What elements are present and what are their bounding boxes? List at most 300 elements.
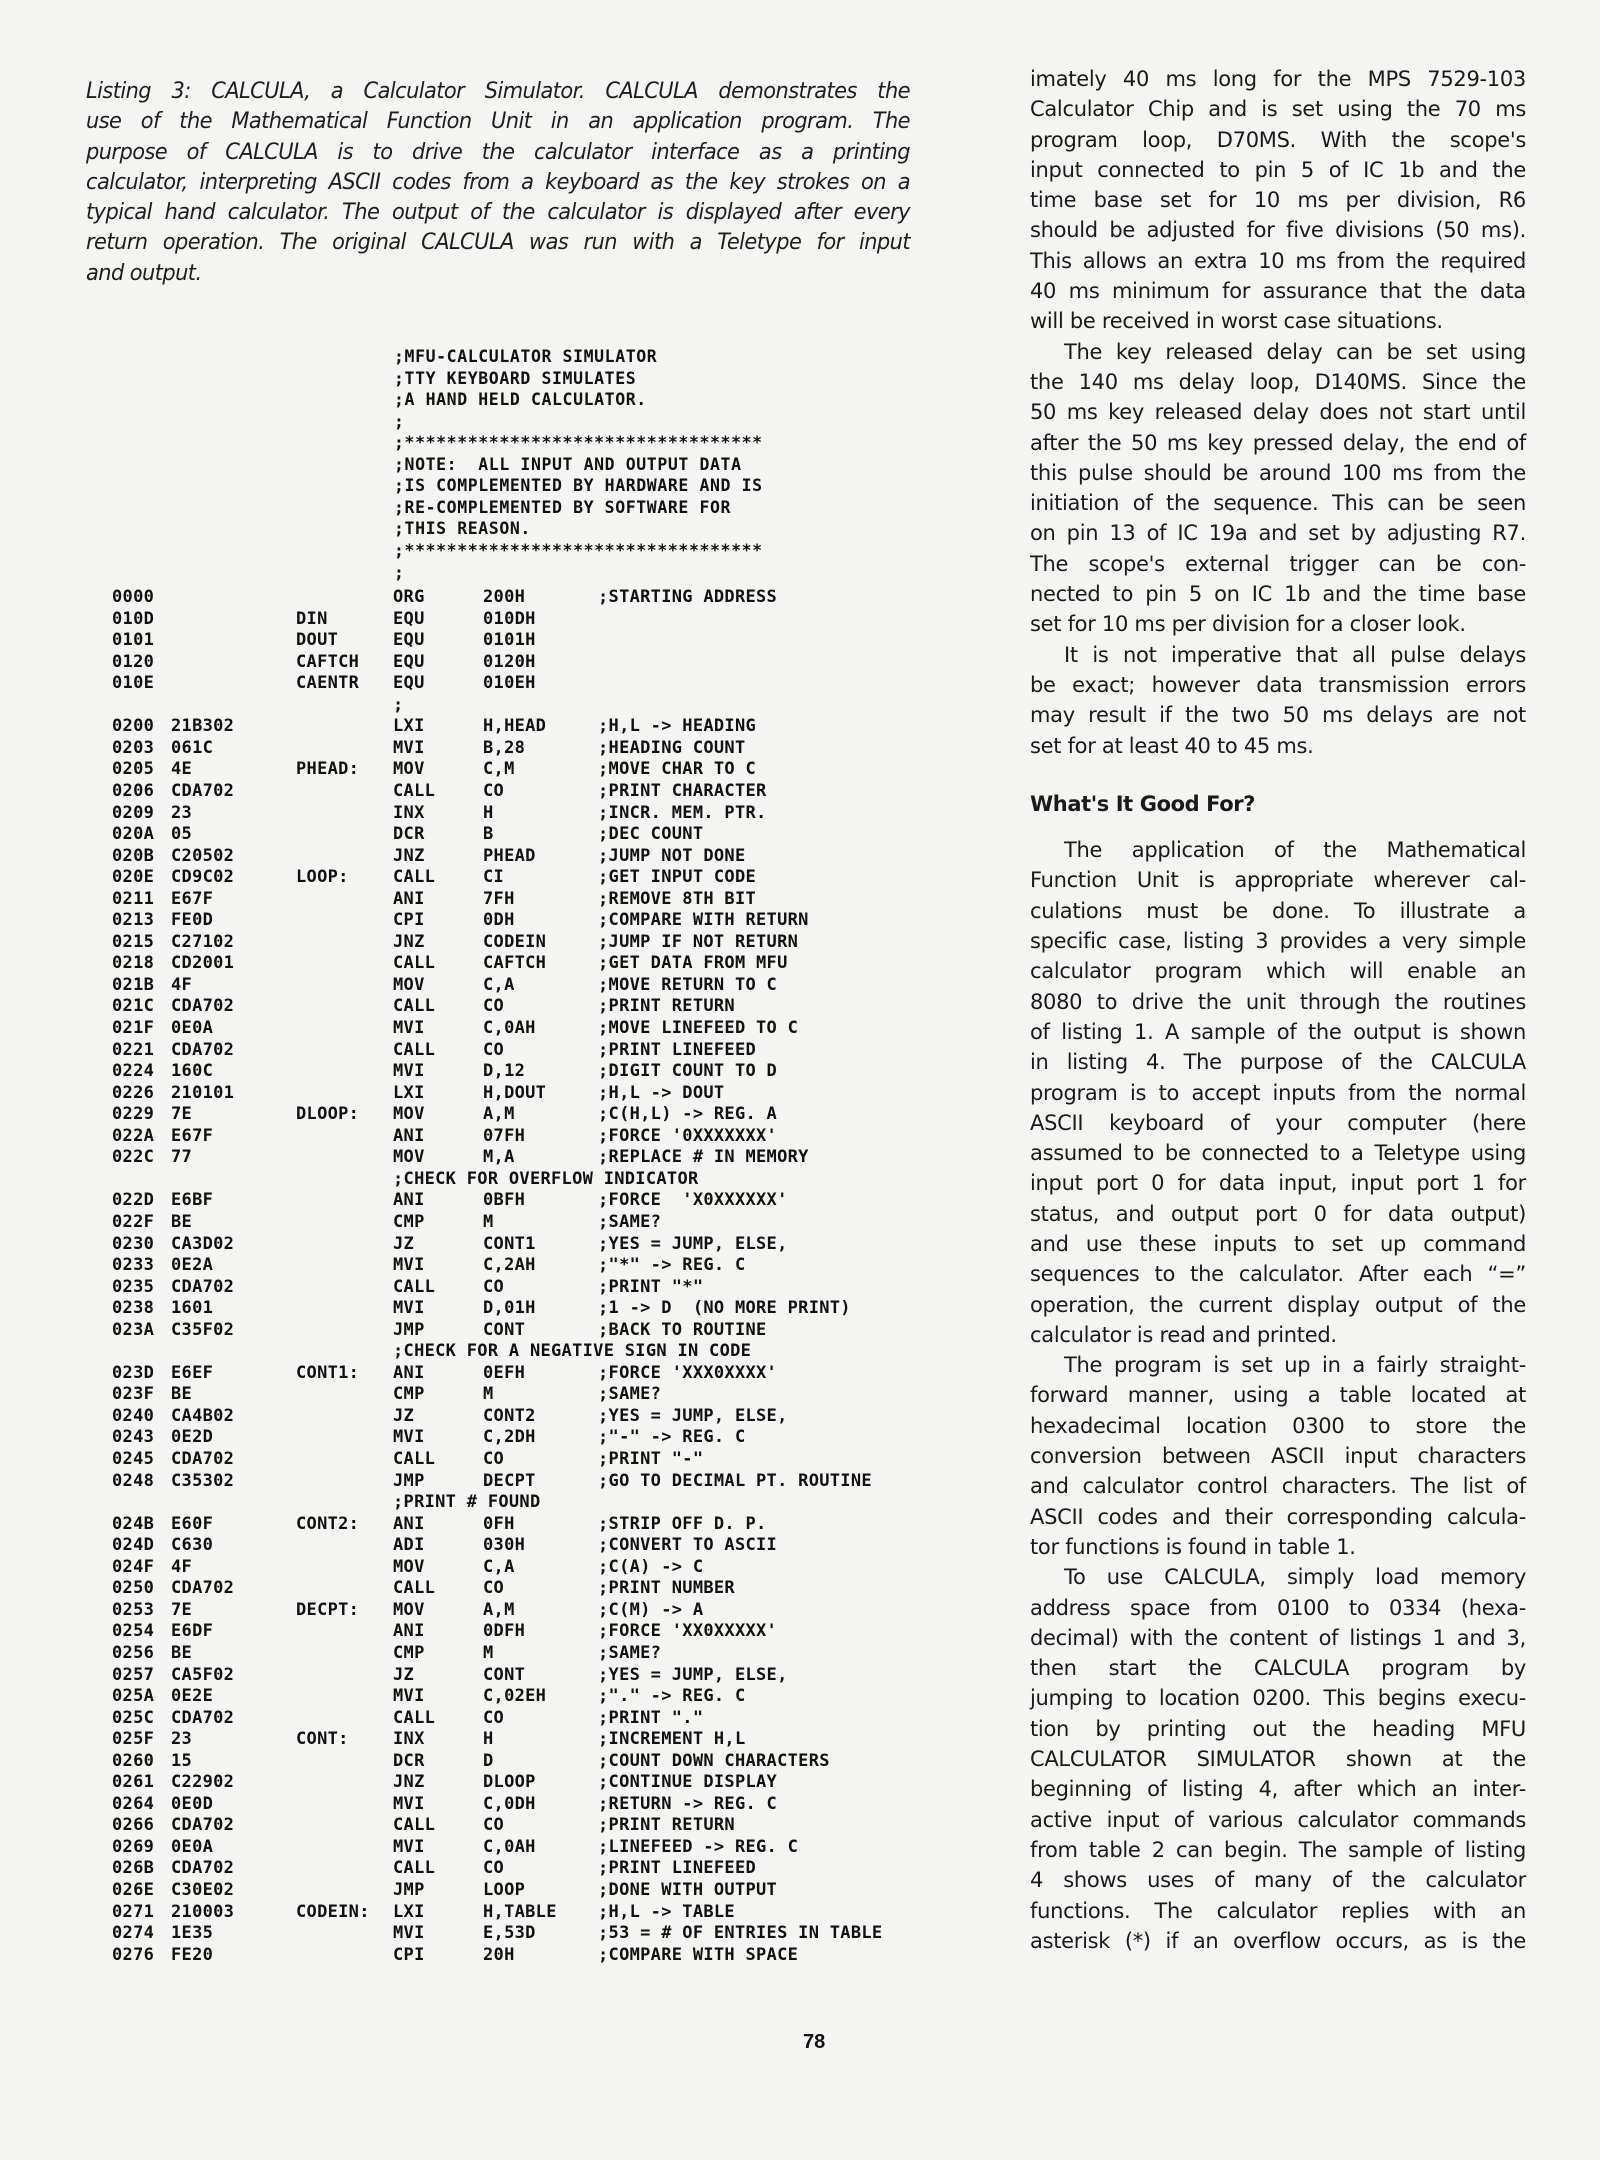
- listing-op: ANI: [393, 1513, 425, 1534]
- listing-cmt: ;GO TO DECIMAL PT. ROUTINE: [598, 1470, 872, 1491]
- listing-arg: CONT: [483, 1664, 526, 1685]
- listing-arg: CO: [483, 1815, 505, 1836]
- listing-label: LOOP:: [296, 867, 349, 888]
- text-line: ASCII codes and their corresponding calcula-: [1030, 1504, 1526, 1529]
- listing-addr: 0264: [112, 1793, 155, 1814]
- paragraph: [1030, 640, 1526, 761]
- listing-op: EQU: [393, 608, 425, 629]
- text-line: This allows an extra 10 ms from the required: [1030, 248, 1526, 273]
- listing-arg: C,0AH: [483, 1836, 536, 1857]
- listing-addr: 025F: [112, 1729, 155, 1750]
- listing-op: MVI: [393, 1686, 425, 1707]
- listing-code: 7E: [171, 1104, 193, 1125]
- listing-cmt: ;DONE WITH OUTPUT: [598, 1880, 778, 1900]
- listing-arg: B: [483, 824, 494, 845]
- listing-cmt: ;MOVE LINEFEED TO C: [598, 1018, 799, 1038]
- listing-addr: 0260: [112, 1750, 155, 1771]
- listing-op: CALL: [393, 1039, 436, 1060]
- listing-code: 0E2D: [171, 1427, 214, 1448]
- text-line: sequences to the calculator. After each “=”: [1030, 1262, 1526, 1287]
- text-line: ASCII keyboard of your computer (here: [1030, 1110, 1526, 1135]
- listing-label: CONT:: [296, 1729, 349, 1750]
- listing-row: [0, 1686, 960, 1707]
- listing-addr: 0229: [112, 1104, 155, 1125]
- listing-addr: 0209: [112, 802, 155, 823]
- listing-addr: 0245: [112, 1449, 155, 1469]
- listing-addr: 0254: [112, 1621, 155, 1642]
- listing-op: EQU: [393, 630, 425, 651]
- listing-row: [0, 652, 960, 673]
- caption-line: Listing 3: CALCULA, a Calculator Simulator. CALCULA demonstrates the: [86, 78, 910, 104]
- listing-cmt: ;PRINT RETURN: [598, 996, 735, 1017]
- listing-code: 23: [171, 802, 193, 823]
- listing-op: MVI: [393, 1298, 425, 1319]
- listing-row: [0, 1104, 960, 1125]
- listing-arg: 010DH: [483, 608, 536, 629]
- listing-header-comment: ;**********************************: [394, 433, 763, 453]
- text-line: be exact; however data transmission errors: [1030, 672, 1526, 697]
- listing-cmt: ;SAME?: [598, 1211, 662, 1232]
- text-line: specific case, listing 3 provides a very simple: [1030, 929, 1526, 954]
- listing-full: ;PRINT # FOUND: [393, 1492, 541, 1513]
- listing-arg: M: [483, 1211, 494, 1232]
- text-line: 50 ms key released delay does not start until: [1030, 400, 1526, 425]
- listing-arg: CONT: [483, 1319, 526, 1340]
- listing-code: BE: [171, 1211, 193, 1232]
- text-line: The key released delay can be set using: [1064, 339, 1526, 364]
- listing-addr: 0269: [112, 1836, 155, 1857]
- listing-row: [0, 1557, 960, 1578]
- listing-row: [0, 1492, 960, 1513]
- text-line: Calculator Chip and is set using the 70 ms: [1030, 97, 1526, 122]
- listing-addr: 0120: [112, 651, 155, 672]
- listing-cmt: ;REPLACE # IN MEMORY: [598, 1147, 809, 1168]
- listing-op: ANI: [393, 1190, 425, 1211]
- listing-cmt: ;1 -> D (NO MORE PRINT): [598, 1298, 851, 1319]
- listing-arg: H,TABLE: [483, 1901, 557, 1922]
- listing-arg: M: [483, 1642, 494, 1663]
- listing-addr: 0221: [112, 1039, 155, 1060]
- listing-full: ;CHECK FOR A NEGATIVE SIGN IN CODE: [393, 1341, 752, 1362]
- text-line: conversion between ASCII input characters: [1030, 1444, 1526, 1469]
- listing-addr: 0233: [112, 1255, 155, 1276]
- listing-row: [0, 1277, 960, 1298]
- listing-code: E67F: [171, 888, 214, 909]
- listing-row: [0, 1837, 960, 1858]
- listing-addr: 0274: [112, 1923, 155, 1944]
- text-line: asterisk (*) if an overflow occurs, as is the: [1030, 1928, 1526, 1953]
- listing-addr: 025C: [112, 1707, 155, 1728]
- text-line: then start the CALCULA program by: [1030, 1656, 1526, 1681]
- text-line: status, and output port 0 for data output): [1030, 1201, 1526, 1226]
- listing-op: JNZ: [393, 931, 425, 952]
- listing-cmt: ;STARTING ADDRESS: [598, 587, 778, 607]
- listing-addr: 0253: [112, 1599, 155, 1620]
- listing-addr: 0205: [112, 759, 155, 780]
- listing-op: JMP: [393, 1880, 425, 1900]
- listing-full: ;CHECK FOR OVERFLOW INDICATOR: [393, 1168, 699, 1189]
- listing-row: [0, 889, 960, 910]
- listing-row: [0, 1665, 960, 1686]
- listing-addr: 0248: [112, 1470, 155, 1491]
- text-line: culations must be done. To illustrate a: [1030, 898, 1526, 923]
- listing-cmt: ;PRINT LINEFEED: [598, 1039, 757, 1060]
- listing-row: [0, 1923, 960, 1944]
- listing-code: 210003: [171, 1901, 235, 1922]
- listing-arg: DECPT: [483, 1470, 536, 1491]
- listing-op: MOV: [393, 1599, 425, 1620]
- listing-arg: D: [483, 1750, 494, 1771]
- listing-arg: 07FH: [483, 1125, 526, 1146]
- listing-row: [0, 1449, 960, 1470]
- listing-label: PHEAD:: [296, 759, 360, 780]
- listing-code: 7E: [171, 1599, 193, 1620]
- listing-arg: M,A: [483, 1147, 515, 1168]
- listing-row: [0, 1147, 960, 1168]
- listing-op: JZ: [393, 1233, 415, 1254]
- listing-label: CONT1:: [296, 1362, 360, 1383]
- listing-code: C35302: [171, 1470, 235, 1491]
- listing-addr: 0271: [112, 1901, 155, 1922]
- listing-addr: 0235: [112, 1276, 155, 1297]
- listing-op: MVI: [393, 1923, 425, 1944]
- listing-op: DCR: [393, 1750, 425, 1771]
- listing-code: CA3D02: [171, 1233, 235, 1254]
- listing-code: C22902: [171, 1772, 235, 1793]
- caption-line: typical hand calculator. The output of the calculator is displayed after every: [86, 199, 910, 226]
- listing-code: CDA702: [171, 1449, 235, 1469]
- listing-addr: 0213: [112, 910, 155, 931]
- section-heading: What's It Good For?: [1030, 791, 1256, 816]
- listing-addr: 0257: [112, 1664, 155, 1685]
- listing-arg: CI: [483, 867, 505, 888]
- listing-cmt: ;YES = JUMP, ELSE,: [598, 1664, 788, 1685]
- listing-code: 0E2A: [171, 1255, 214, 1276]
- listing-row: [0, 803, 960, 824]
- listing-code: CDA702: [171, 780, 235, 801]
- listing-code: CD2001: [171, 953, 235, 974]
- listing-code: CA5F02: [171, 1664, 235, 1685]
- text-line: operation, the current display output of the: [1030, 1292, 1526, 1317]
- listing-addr: 0101: [112, 630, 155, 651]
- listing-addr: 0000: [112, 587, 155, 607]
- listing-op: MOV: [393, 1104, 425, 1125]
- text-line: The program is set up in a fairly straight-: [1064, 1353, 1526, 1378]
- paragraph: [1030, 337, 1526, 640]
- listing-op: CALL: [393, 780, 436, 801]
- listing-label: DIN: [296, 608, 328, 629]
- listing-cmt: ;REMOVE 8TH BIT: [598, 888, 757, 909]
- text-line: CALCULATOR SIMULATOR shown at the: [1030, 1747, 1526, 1772]
- listing-addr: 026B: [112, 1858, 155, 1879]
- listing-cmt: ;GET INPUT CODE: [598, 867, 757, 888]
- listing-op: INX: [393, 1729, 425, 1750]
- text-line: on pin 13 of IC 19a and set by adjusting R7.: [1030, 521, 1526, 546]
- listing-addr: 023A: [112, 1319, 155, 1340]
- listing-cmt: ;COMPARE WITH RETURN: [598, 910, 809, 931]
- listing-cmt: ;"." -> REG. C: [598, 1686, 746, 1707]
- text-line: input connected to pin 5 of IC 1b and the: [1030, 157, 1526, 182]
- text-line: assumed to be connected to a Teletype using: [1030, 1141, 1526, 1166]
- listing-header-comment: ;MFU-CALCULATOR SIMULATOR: [394, 347, 658, 366]
- text-line: will be received in worst case situations.: [1030, 309, 1443, 334]
- listing-label: CODEIN:: [296, 1901, 370, 1922]
- caption-line: and output.: [86, 259, 202, 286]
- listing-row: [0, 1061, 960, 1082]
- listing-code: E6EF: [171, 1362, 214, 1383]
- listing-addr: 022D: [112, 1190, 155, 1211]
- listing-label: CAFTCH: [296, 651, 360, 672]
- text-line: imately 40 ms long for the MPS 7529-103: [1030, 67, 1526, 91]
- listing-code: 0E2E: [171, 1686, 214, 1707]
- text-line: and calculator control characters. The list of: [1030, 1474, 1526, 1499]
- listing-op: CMP: [393, 1384, 425, 1405]
- listing-row: [0, 1729, 960, 1750]
- text-line: functions. The calculator replies with an: [1030, 1898, 1526, 1923]
- listing-cmt: ;H,L -> DOUT: [598, 1082, 725, 1103]
- listing-code: C35F02: [171, 1319, 235, 1340]
- listing-op: ANI: [393, 1621, 425, 1642]
- listing-arg: CO: [483, 1276, 505, 1297]
- listing-cmt: ;YES = JUMP, ELSE,: [598, 1233, 788, 1254]
- listing-addr: 0266: [112, 1815, 155, 1836]
- listing-op: LXI: [393, 1082, 425, 1103]
- listing-op: CALL: [393, 1815, 436, 1836]
- listing-row: [0, 1126, 960, 1147]
- listing-op: ;: [393, 694, 404, 715]
- caption-line: calculator, interpreting ASCII codes from a keyboard as the key strokes on a: [86, 168, 910, 195]
- listing-addr: 020A: [112, 824, 155, 845]
- listing-arg: C,2AH: [483, 1255, 536, 1276]
- listing-cmt: ;H,L -> HEADING: [598, 716, 757, 737]
- listing-arg: 0DFH: [483, 1621, 526, 1642]
- listing-code: C630: [171, 1535, 214, 1556]
- listing-row: [0, 759, 960, 780]
- listing-cmt: ;PRINT LINEFEED: [598, 1858, 757, 1879]
- listing-op: ADI: [393, 1535, 425, 1556]
- listing-row: [0, 609, 960, 630]
- listing-code: 0E0D: [171, 1793, 214, 1814]
- listing-header-comment: ;NOTE: ALL INPUT AND OUTPUT DATA: [394, 454, 742, 474]
- text-line: decimal) with the content of listings 1 and 3,: [1030, 1625, 1526, 1650]
- listing-code: CDA702: [171, 1578, 235, 1599]
- listing-cmt: ;COMPARE WITH SPACE: [598, 1944, 799, 1965]
- listing-code: 23: [171, 1729, 193, 1750]
- listing-addr: 0218: [112, 953, 155, 974]
- listing-addr: 0226: [112, 1082, 155, 1103]
- listing-row: [0, 673, 960, 694]
- paragraph: [1030, 1350, 1526, 1562]
- listing-code: 4F: [171, 974, 193, 995]
- listing-op: CALL: [393, 1578, 436, 1599]
- listing-cmt: ;JUMP IF NOT RETURN: [598, 931, 799, 952]
- listing-arg: CO: [483, 1578, 505, 1599]
- listing-arg: M: [483, 1384, 494, 1405]
- listing-op: MVI: [393, 1793, 425, 1814]
- listing-row: [0, 910, 960, 931]
- listing-row: [0, 1083, 960, 1104]
- listing-arg: 200H: [483, 587, 526, 607]
- listing-arg: 0DH: [483, 910, 515, 931]
- listing-op: CALL: [393, 1707, 436, 1728]
- listing-op: DCR: [393, 824, 425, 845]
- listing-row: [0, 1190, 960, 1211]
- listing-cmt: ;FORCE 'XXX0XXXX': [598, 1362, 778, 1383]
- listing-row: [0, 1406, 960, 1427]
- listing-cmt: ;RETURN -> REG. C: [598, 1793, 778, 1814]
- listing-op: CALL: [393, 1858, 436, 1879]
- listing-addr: 025A: [112, 1686, 155, 1707]
- listing-row: [0, 1363, 960, 1384]
- listing-arg: CODEIN: [483, 931, 547, 952]
- listing-addr: 0211: [112, 888, 155, 909]
- paragraph: [1030, 64, 1526, 337]
- listing-row: [0, 1341, 960, 1362]
- listing-cmt: ;PRINT CHARACTER: [598, 780, 767, 801]
- listing-cmt: ;JUMP NOT DONE: [598, 845, 746, 866]
- listing-op: CALL: [393, 867, 436, 888]
- listing-op: JNZ: [393, 1772, 425, 1793]
- listing-cmt: ;"-" -> REG. C: [598, 1427, 746, 1448]
- text-line: calculator program which will enable an: [1030, 959, 1526, 984]
- listing-code: CDA702: [171, 1276, 235, 1297]
- listing-code: 1E35: [171, 1923, 214, 1944]
- listing-arg: CO: [483, 1449, 505, 1469]
- listing-cmt: ;DEC COUNT: [598, 824, 704, 845]
- text-line: The application of the Mathematical: [1064, 838, 1526, 863]
- listing-addr: 022F: [112, 1211, 155, 1232]
- listing-arg: A,M: [483, 1104, 515, 1125]
- listing-caption: [86, 76, 910, 288]
- listing-cmt: ;PRINT RETURN: [598, 1815, 735, 1836]
- listing-arg: 0BFH: [483, 1190, 526, 1211]
- listing-cmt: ;LINEFEED -> REG. C: [598, 1836, 799, 1857]
- listing-code: CDA702: [171, 1858, 235, 1879]
- listing-arg: D,12: [483, 1061, 526, 1082]
- listing-arg: CONT1: [483, 1233, 536, 1254]
- listing-cmt: ;STRIP OFF D. P.: [598, 1513, 767, 1534]
- listing-cmt: ;CONTINUE DISPLAY: [598, 1772, 778, 1793]
- listing-label: DLOOP:: [296, 1104, 360, 1125]
- listing-row: [0, 1427, 960, 1448]
- listing-addr: 0256: [112, 1642, 155, 1663]
- listing-op: ANI: [393, 888, 425, 909]
- listing-arg: 20H: [483, 1944, 515, 1965]
- paragraph: [1030, 1562, 1526, 1956]
- listing-op: JZ: [393, 1664, 415, 1685]
- listing-op: CPI: [393, 1944, 425, 1965]
- listing-code: 160C: [171, 1061, 214, 1082]
- listing-cmt: ;MOVE CHAR TO C: [598, 759, 757, 780]
- listing-cmt: ;SAME?: [598, 1642, 662, 1663]
- listing-row: [0, 1535, 960, 1556]
- listing-row: [0, 1234, 960, 1255]
- text-line: The scope's external trigger can be con-: [1030, 551, 1526, 576]
- text-line: from table 2 can begin. The sample of listing: [1030, 1837, 1526, 1862]
- listing-header-comment: ;A HAND HELD CALCULATOR.: [394, 390, 647, 410]
- listing-row: [0, 1643, 960, 1664]
- listing-row: [0, 846, 960, 867]
- listing-code: 4F: [171, 1556, 193, 1577]
- listing-addr: 0203: [112, 737, 155, 758]
- listing-addr: 024B: [112, 1513, 155, 1534]
- listing-cmt: ;FORCE '0XXXXXXX': [598, 1125, 778, 1146]
- listing-cmt: ;"*" -> REG. C: [598, 1255, 746, 1276]
- listing-row: [0, 1578, 960, 1599]
- listing-arg: CO: [483, 996, 505, 1017]
- listing-code: 21B302: [171, 716, 235, 737]
- listing-arg: 010EH: [483, 673, 536, 694]
- listing-code: FE20: [171, 1944, 214, 1965]
- text-line: forward manner, using a table located at: [1030, 1383, 1526, 1408]
- listing-header-comment: ;IS COMPLEMENTED BY HARDWARE AND IS: [394, 476, 763, 496]
- listing-arg: C,0AH: [483, 1018, 536, 1038]
- listing-row: [0, 1902, 960, 1923]
- page-number: 78: [803, 2031, 826, 2053]
- text-line: address space from 0100 to 0334 (hexa-: [1030, 1595, 1526, 1620]
- listing-row: [0, 824, 960, 845]
- listing-arg: 0FH: [483, 1513, 515, 1534]
- listing-code: CDA702: [171, 1039, 235, 1060]
- listing-cmt: ;53 = # OF ENTRIES IN TABLE: [598, 1923, 883, 1944]
- listing-op: MOV: [393, 1147, 425, 1168]
- listing-arg: 030H: [483, 1535, 526, 1556]
- listing-op: CMP: [393, 1211, 425, 1232]
- listing-cmt: ;PRINT "*": [598, 1276, 704, 1297]
- listing-code: C30E02: [171, 1880, 235, 1900]
- listing-op: ANI: [393, 1125, 425, 1146]
- text-line: nected to pin 5 on IC 1b and the time base: [1030, 582, 1526, 607]
- listing-addr: 0261: [112, 1772, 155, 1793]
- listing-cmt: ;FORCE 'XX0XXXXX': [598, 1621, 778, 1642]
- listing-arg: C,M: [483, 759, 515, 780]
- listing-op: JMP: [393, 1470, 425, 1491]
- listing-addr: 010E: [112, 673, 155, 694]
- listing-cmt: ;GET DATA FROM MFU: [598, 953, 788, 974]
- listing-cmt: ;DIGIT COUNT TO D: [598, 1061, 778, 1082]
- listing-arg: C,02EH: [483, 1686, 547, 1707]
- text-line: 40 ms minimum for assurance that the data: [1030, 279, 1526, 304]
- listing-op: JZ: [393, 1405, 415, 1426]
- listing-row: [0, 953, 960, 974]
- listing-addr: 022A: [112, 1125, 155, 1146]
- text-line: tor functions is found in table 1.: [1030, 1534, 1356, 1559]
- listing-code: 0E0A: [171, 1018, 214, 1038]
- listing-row: [0, 1169, 960, 1190]
- text-line: should be adjusted for five divisions (50 ms).: [1030, 218, 1526, 243]
- listing-addr: 0243: [112, 1427, 155, 1448]
- listing-row: [0, 1815, 960, 1836]
- text-line: of listing 1. A sample of the output is shown: [1030, 1019, 1526, 1044]
- listing-cmt: ;PRINT ".": [598, 1707, 704, 1728]
- listing-row: [0, 1018, 960, 1039]
- caption-line: return operation. The original CALCULA was run with a Teletype for input: [86, 229, 910, 256]
- listing-code: E67F: [171, 1125, 214, 1146]
- text-line: in listing 4. The purpose of the CALCULA: [1030, 1050, 1526, 1075]
- listing-row: [0, 695, 960, 716]
- listing-op: CALL: [393, 996, 436, 1017]
- listing-arg: CO: [483, 1039, 505, 1060]
- listing-code: E60F: [171, 1513, 214, 1534]
- listing-row: [0, 1255, 960, 1276]
- listing-header-comment: ;RE-COMPLEMENTED BY SOFTWARE FOR: [394, 497, 732, 517]
- listing-code: E6DF: [171, 1621, 214, 1642]
- listing-op: CALL: [393, 1276, 436, 1297]
- listing-row: [0, 1794, 960, 1815]
- listing-arg: CAFTCH: [483, 953, 547, 974]
- text-line: input port 0 for data input, input port 1 for: [1030, 1171, 1526, 1196]
- text-line: calculator is read and printed.: [1030, 1322, 1337, 1347]
